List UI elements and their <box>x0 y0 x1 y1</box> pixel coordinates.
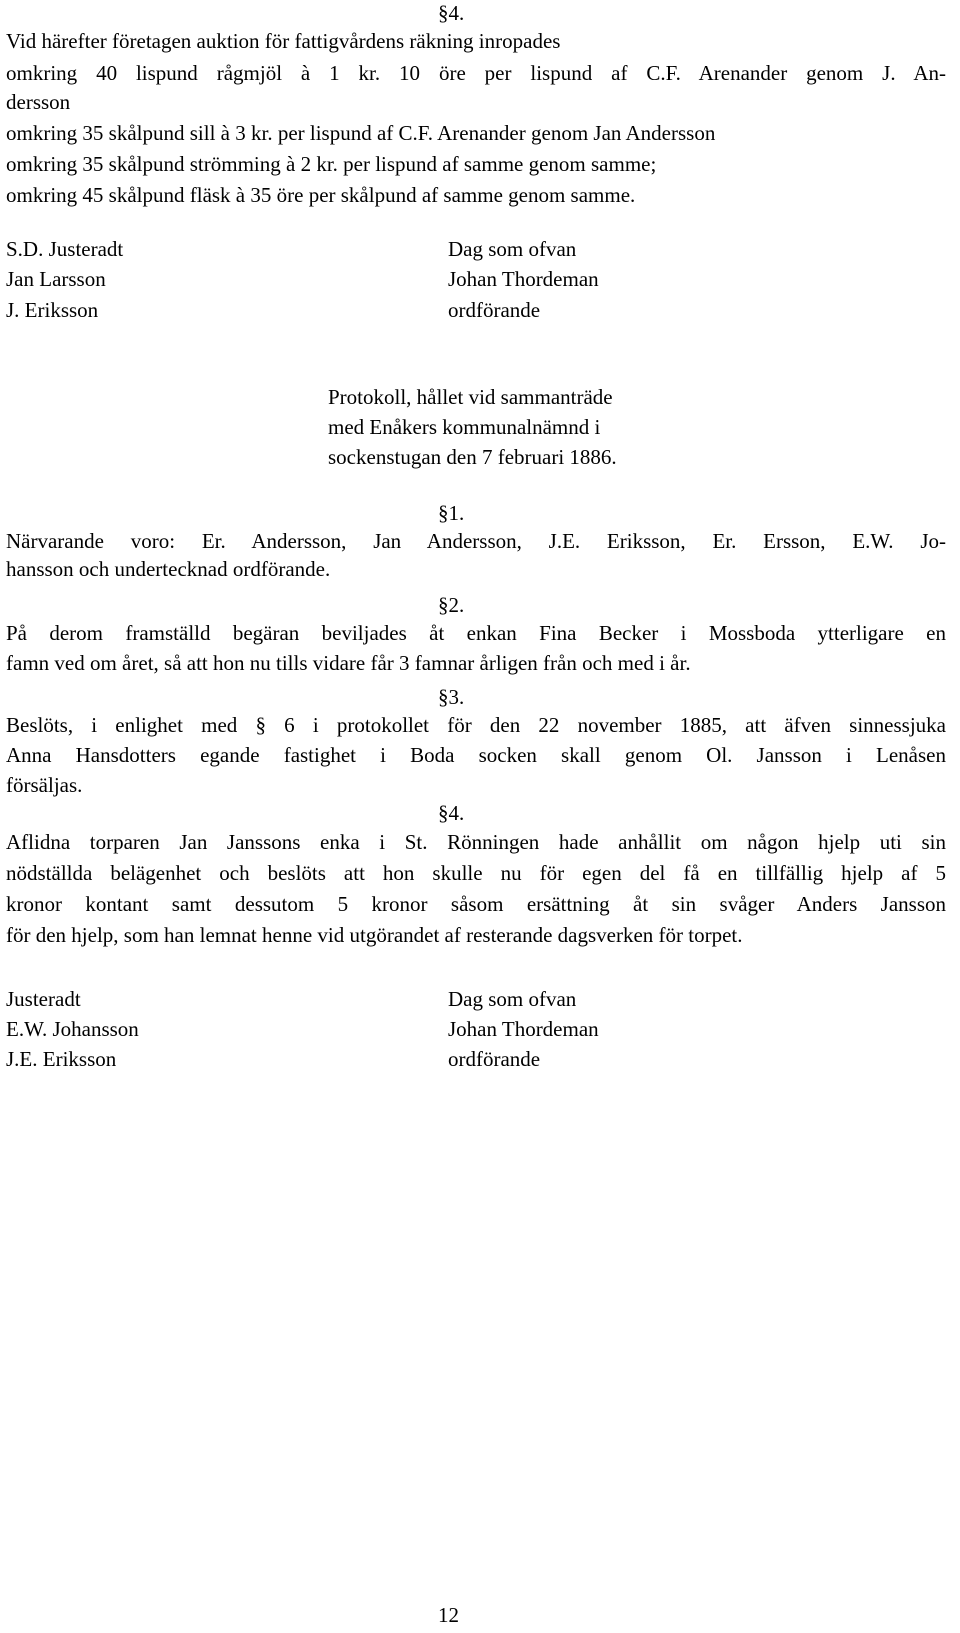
text-line: omkring 45 skålpund fläsk à 35 öre per skålpund af samme genom samme. <box>6 183 636 207</box>
signature-right: Johan Thordeman <box>448 267 599 291</box>
protocol-heading-line: sockenstugan den 7 februari 1886. <box>328 445 617 469</box>
text-line: kronor kontant samt dessutom 5 kronor såsom ersättning åt sin svåger Anders Jansson <box>6 892 946 916</box>
text-line: Närvarande voro: Er. Andersson, Jan Andersson, J.E. Eriksson, Er. Ersson, E.W. Jo- <box>6 529 946 553</box>
text-line: försäljas. <box>6 773 83 797</box>
text-line: hansson och undertecknad ordförande. <box>6 557 331 581</box>
section-number-3: §3. <box>438 685 465 709</box>
text-line: Vid härefter företagen auktion för fattigvårdens räkning inropades <box>6 29 561 53</box>
page-number: 12 <box>438 1603 459 1627</box>
text-line: omkring 35 skålpund sill à 3 kr. per lispund af C.F. Arenander genom Jan Andersson <box>6 121 716 145</box>
text-line: Beslöts, i enlighet med § 6 i protokollet för den 22 november 1885, att äfven sinnessjuka <box>6 713 946 737</box>
text-line: famn ved om året, så att hon nu tills vidare får 3 famnar årligen från och med i år. <box>6 651 691 675</box>
protocol-heading-line: Protokoll, hållet vid sammanträde <box>328 385 613 409</box>
text-line: omkring 35 skålpund strömming à 2 kr. per lispund af samme genom samme; <box>6 152 657 176</box>
signature-right: ordförande <box>448 1047 541 1071</box>
section-number-1: §1. <box>438 501 465 525</box>
text-line: dersson <box>6 90 71 114</box>
protocol-heading-line: med Enåkers kommunalnämnd i <box>328 415 601 439</box>
text-line: På derom framställd begäran beviljades åt enkan Fina Becker i Mossboda ytterligare en <box>6 621 946 645</box>
signature-right: Johan Thordeman <box>448 1017 599 1041</box>
signature-right: Dag som ofvan <box>448 237 577 261</box>
signature-left: Justeradt <box>6 987 81 1011</box>
text-line: nödställda belägenhet och beslöts att hon skulle nu för egen del få en tillfällig hjelp af 5 <box>6 861 946 885</box>
section-number-prev: §4. <box>438 1 465 25</box>
text-line: för den hjelp, som han lemnat henne vid utgörandet af resterande dagsverken för torpet. <box>6 923 743 947</box>
text-line: Aflidna torparen Jan Janssons enka i St. Rönningen hade anhållit om någon hjelp uti sin <box>6 830 946 854</box>
signature-left: S.D. Justeradt <box>6 237 124 261</box>
signature-left: Jan Larsson <box>6 267 106 291</box>
text-line: omkring 40 lispund rågmjöl à 1 kr. 10 öre per lispund af C.F. Arenander genom J. An- <box>6 61 946 85</box>
section-number-4: §4. <box>438 801 465 825</box>
signature-left: J.E. Eriksson <box>6 1047 117 1071</box>
signature-right: ordförande <box>448 298 541 322</box>
signature-left: E.W. Johansson <box>6 1017 139 1041</box>
section-number-2: §2. <box>438 593 465 617</box>
signature-left: J. Eriksson <box>6 298 99 322</box>
text-line: Anna Hansdotters egande fastighet i Boda socken skall genom Ol. Jansson i Lenåsen <box>6 743 946 767</box>
signature-right: Dag som ofvan <box>448 987 577 1011</box>
